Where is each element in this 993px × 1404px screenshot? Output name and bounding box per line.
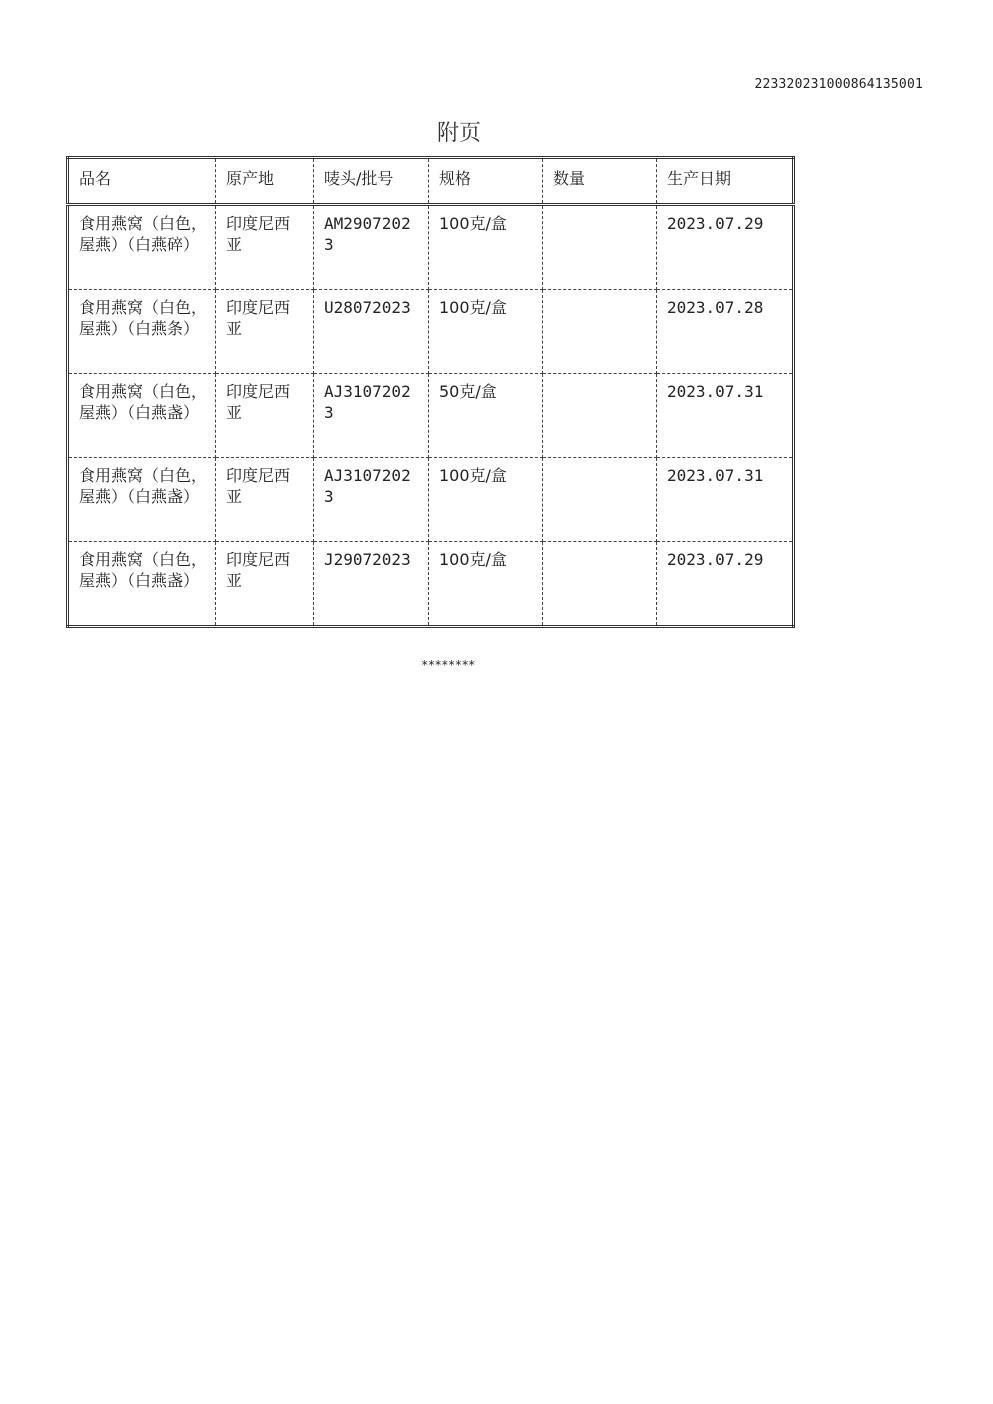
cell-product-name: 食用燕窝（白色，屋燕）（白燕盏） <box>68 542 216 627</box>
cell-quantity <box>543 290 657 374</box>
cell-origin: 印度尼西亚 <box>216 205 314 290</box>
cell-origin: 印度尼西亚 <box>216 458 314 542</box>
cell-batch: AM29072023 <box>314 205 429 290</box>
cell-origin: 印度尼西亚 <box>216 290 314 374</box>
header-quantity: 数量 <box>543 158 657 205</box>
cell-origin: 印度尼西亚 <box>216 374 314 458</box>
cell-production-date: 2023.07.29 <box>657 542 794 627</box>
cell-product-name: 食用燕窝（白色，屋燕）（白燕条） <box>68 290 216 374</box>
cell-batch: AJ31072023 <box>314 458 429 542</box>
header-product-name: 品名 <box>68 158 216 205</box>
cell-spec: 100克/盒 <box>429 542 543 627</box>
document-number: 223320231000864135001 <box>754 77 923 92</box>
cell-quantity <box>543 374 657 458</box>
goods-table-container <box>66 156 792 628</box>
header-production-date: 生产日期 <box>657 158 794 205</box>
cell-spec: 100克/盒 <box>429 290 543 374</box>
header-batch: 唛头/批号 <box>314 158 429 205</box>
cell-batch: J29072023 <box>314 542 429 627</box>
table-row <box>68 290 794 374</box>
cell-batch: AJ31072023 <box>314 374 429 458</box>
cell-quantity <box>543 205 657 290</box>
cell-production-date: 2023.07.28 <box>657 290 794 374</box>
table-header-row <box>68 158 794 205</box>
cell-quantity <box>543 542 657 627</box>
cell-product-name: 食用燕窝（白色，屋燕）（白燕碎） <box>68 205 216 290</box>
cell-production-date: 2023.07.31 <box>657 458 794 542</box>
cell-origin: 印度尼西亚 <box>216 542 314 627</box>
cell-spec: 100克/盒 <box>429 458 543 542</box>
table-row <box>68 374 794 458</box>
table-row <box>68 205 794 290</box>
goods-table <box>66 156 795 628</box>
end-of-list-marks: ******** <box>421 658 475 672</box>
cell-production-date: 2023.07.31 <box>657 374 794 458</box>
table-row <box>68 542 794 627</box>
cell-quantity <box>543 458 657 542</box>
header-spec: 规格 <box>429 158 543 205</box>
cell-spec: 100克/盒 <box>429 205 543 290</box>
cell-product-name: 食用燕窝（白色，屋燕）（白燕盏） <box>68 458 216 542</box>
cell-batch: U28072023 <box>314 290 429 374</box>
cell-production-date: 2023.07.29 <box>657 205 794 290</box>
cell-product-name: 食用燕窝（白色，屋燕）（白燕盏） <box>68 374 216 458</box>
page-title: 附页 <box>436 121 481 146</box>
header-origin: 原产地 <box>216 158 314 205</box>
cell-spec: 50克/盒 <box>429 374 543 458</box>
table-row <box>68 458 794 542</box>
